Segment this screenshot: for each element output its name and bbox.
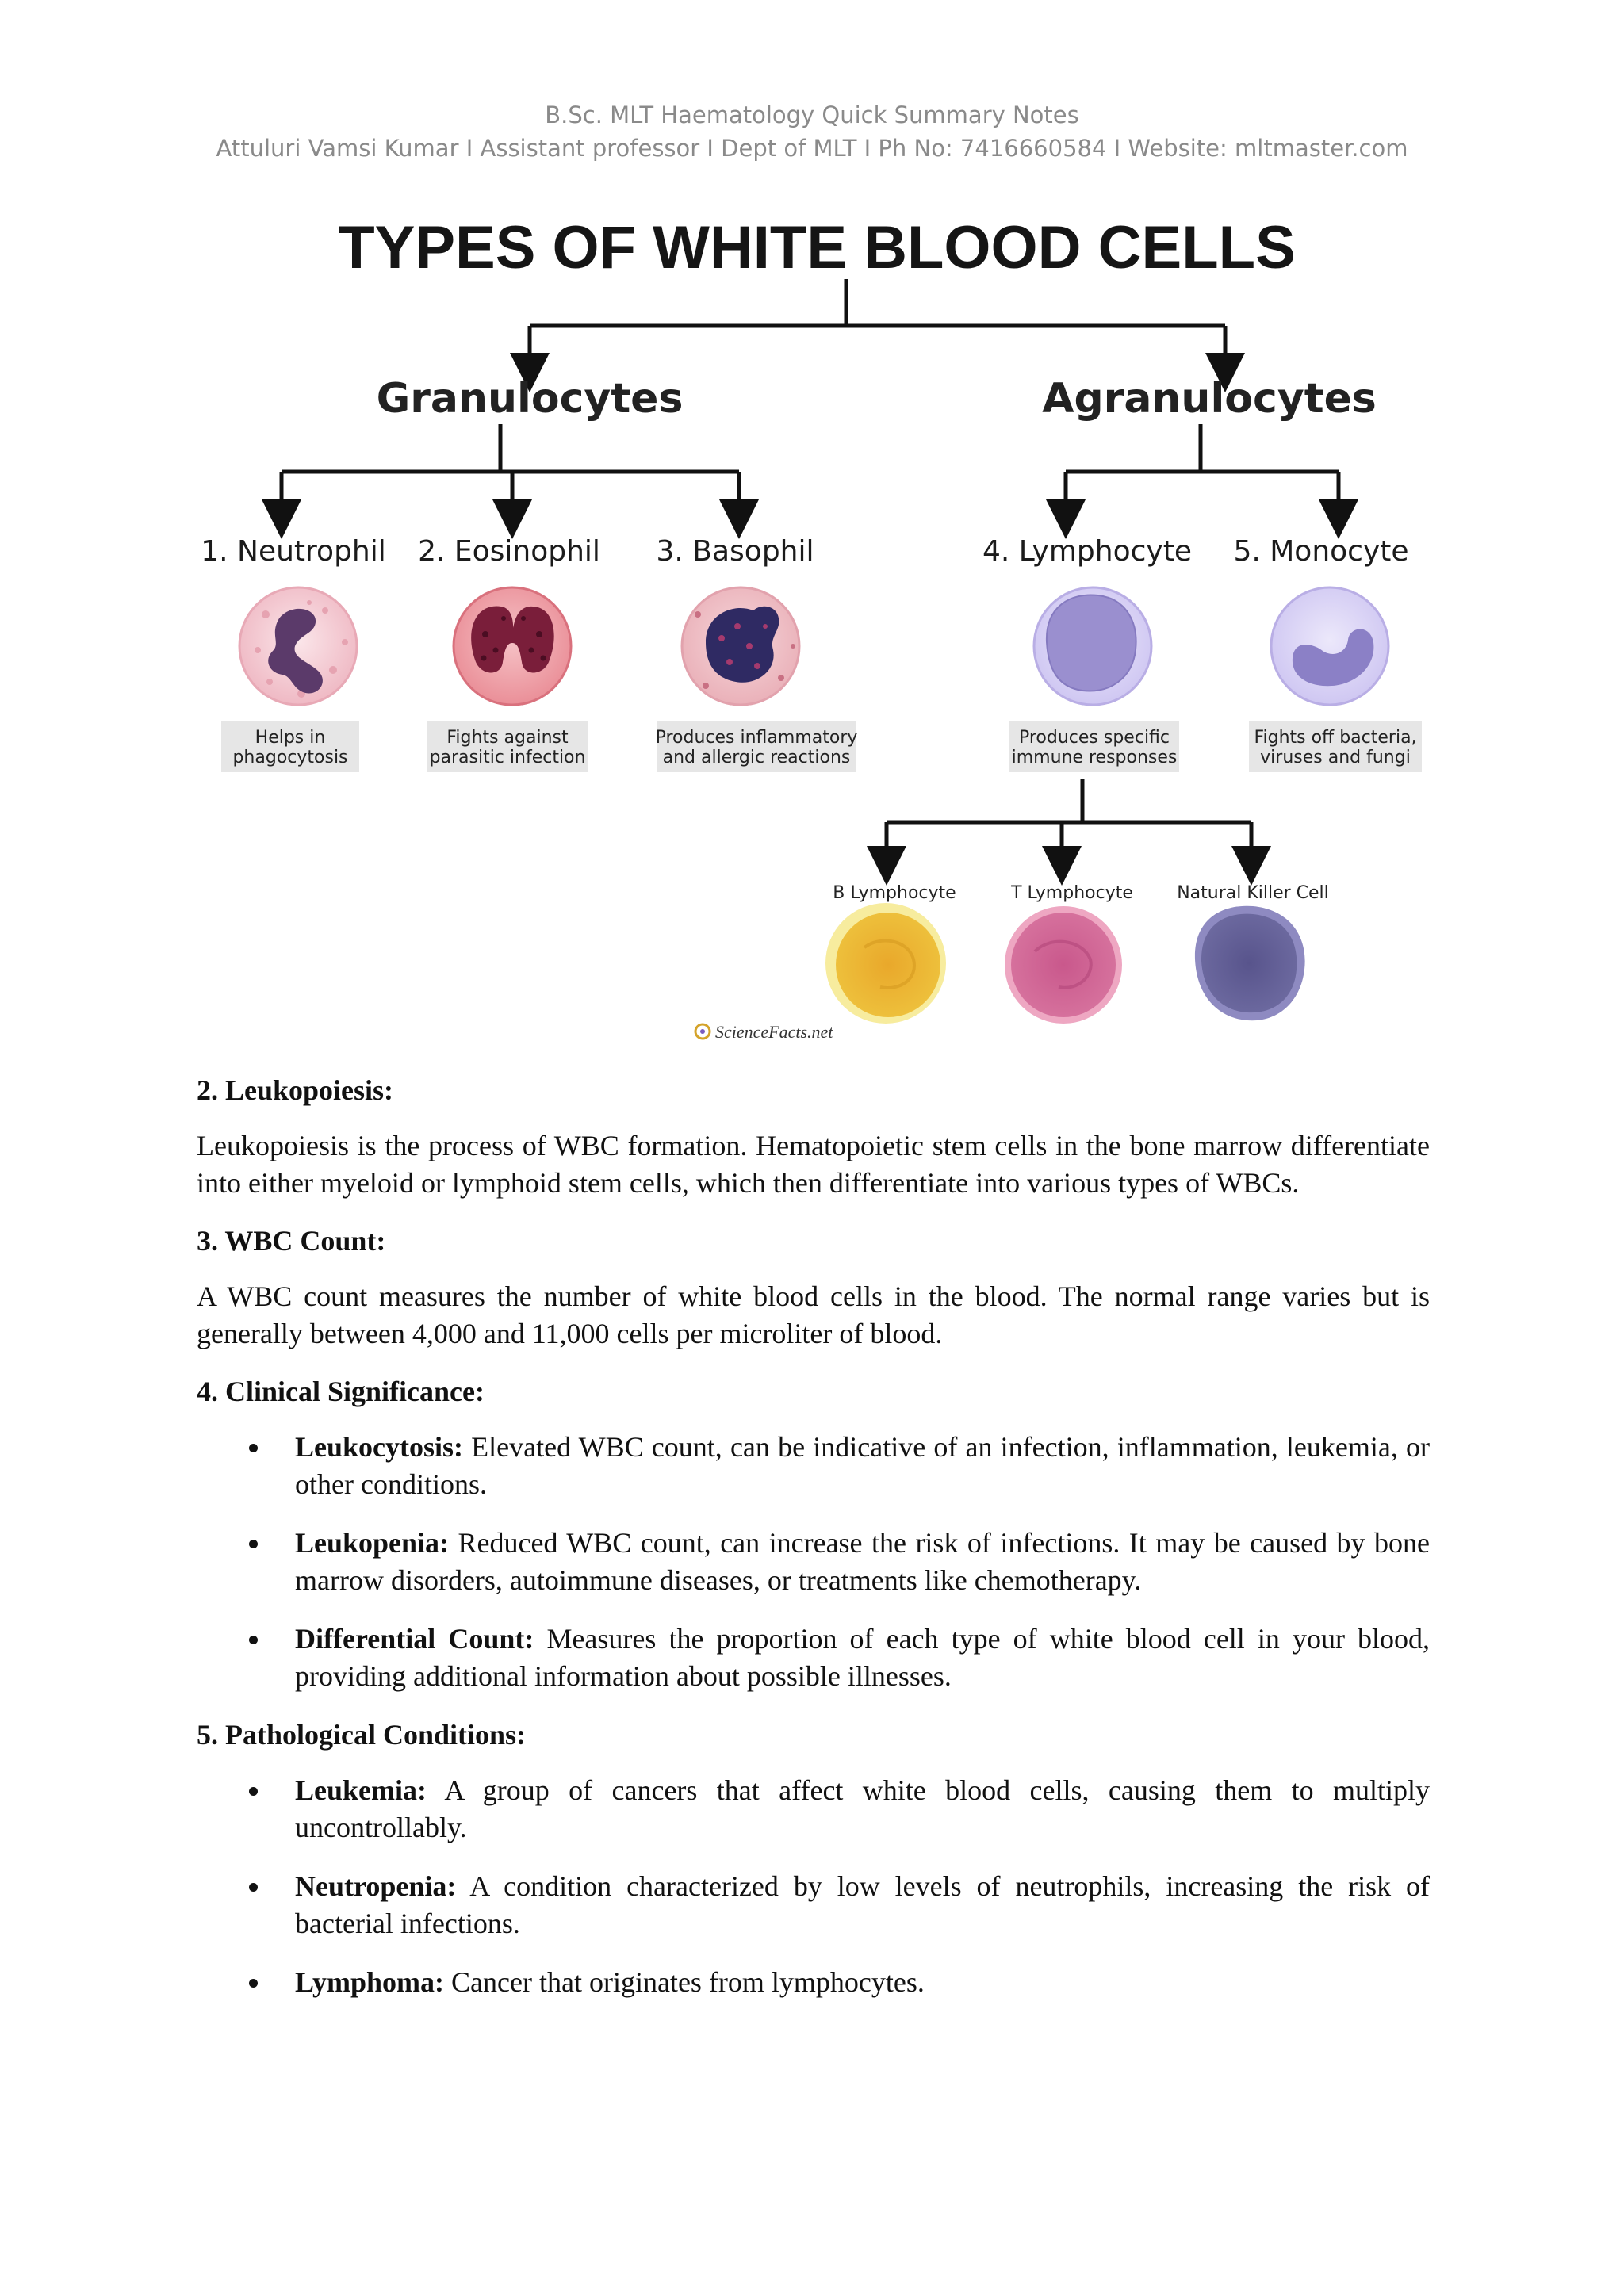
monocyte-cell-icon (1271, 587, 1388, 705)
term: Neutropenia: (295, 1870, 457, 1902)
pathological-conditions-list (197, 1772, 1430, 2001)
sciencefacts-logo (695, 1022, 833, 1042)
agranulocyte-branch-lines (1066, 424, 1339, 519)
nk-cell-label: Natural Killer Cell (1177, 883, 1329, 903)
lymphocyte-desc-line2: immune responses (1011, 748, 1178, 767)
cell-label-basophil: 3. Basophil (656, 535, 814, 568)
cell-label-neutrophil: 1. Neutrophil (201, 535, 386, 568)
term: Leukocytosis: (295, 1431, 464, 1463)
definition: Elevated WBC count, can be indicative of an infection, inflammation, leukemia, or other conditions. (295, 1431, 1430, 1500)
basophil-desc-line2: and allergic reactions (662, 748, 851, 767)
cell-label-lymphocyte: 4. Lymphocyte (982, 535, 1192, 568)
wbc-count-heading: 3. WBC Count: (197, 1225, 386, 1257)
bullet-icon (249, 1540, 258, 1548)
watermark-text: ScienceFacts.net (715, 1022, 833, 1042)
term: Differential Count: (295, 1623, 534, 1655)
top-tree-lines (530, 279, 1225, 373)
definition: A condition characterized by low levels of neutrophils, increasing the risk of bacterial infections. (295, 1870, 1430, 1939)
notes-body (197, 1072, 1430, 2022)
list-item (197, 1868, 1430, 1942)
definition: Reduced WBC count, can increase the risk of infections. It may be caused by bone marrow disorders, autoimmune diseases, or treatments like chemotherapy. (295, 1527, 1430, 1596)
nk-cell-icon (1195, 906, 1305, 1021)
list-item (197, 1964, 1430, 2001)
neutrophil-desc-line1: Helps in (255, 728, 326, 748)
definition: Cancer that originates from lymphocytes. (444, 1966, 925, 1998)
lymphocyte-cell-icon (1034, 587, 1151, 705)
list-item (197, 1525, 1430, 1599)
term: Lymphoma: (295, 1966, 445, 1998)
eosinophil-cell-icon (454, 587, 571, 705)
list-item (197, 1429, 1430, 1503)
wbc-count-text: A WBC count measures the number of white blood cells in the blood. The normal range varies but is generally between 4,000 and 11,000 cells per microliter of blood. (197, 1280, 1430, 1349)
list-item (197, 1772, 1430, 1846)
header-author-line: Attuluri Vamsi Kumar I Assistant professor I Dept of MLT I Ph No: 7416660584 I Website: mltmaster.com (216, 135, 1408, 162)
leukopoiesis-heading: 2. Leukopoiesis: (197, 1074, 394, 1106)
basophil-cell-icon (682, 587, 799, 705)
bullet-icon (249, 1787, 258, 1796)
infographic-title: TYPES OF WHITE BLOOD CELLS (338, 214, 1296, 281)
neutrophil-cell-icon (239, 587, 357, 705)
list-item (197, 1621, 1430, 1695)
leukopoiesis-text: Leukopoiesis is the process of WBC formation. Hematopoietic stem cells in the bone marrow differentiate into either myeloid or lymphoid stem cells, which then differentiate into various types of WBCs. (197, 1130, 1430, 1199)
monocyte-desc-line2: viruses and fungi (1260, 748, 1411, 767)
bullet-icon (249, 1444, 258, 1452)
clinical-significance-heading: 4. Clinical Significance: (197, 1376, 485, 1407)
t-lymphocyte-label: T Lymphocyte (1011, 883, 1133, 903)
definition: Measures the proportion of each type of white blood cell in your blood, providing additional information about possible illnesses. (295, 1623, 1431, 1692)
lymphocyte-subtypes-lines (887, 779, 1251, 866)
cell-label-eosinophil: 2. Eosinophil (418, 535, 600, 568)
term: Leukemia: (295, 1774, 427, 1806)
basophil-desc-line1: Produces inflammatory (655, 728, 858, 748)
t-lymphocyte-cell-icon (1005, 906, 1122, 1024)
pathological-conditions-heading: 5. Pathological Conditions: (197, 1719, 527, 1751)
b-lymphocyte-label: B Lymphocyte (833, 883, 956, 903)
neutrophil-desc-line2: phagocytosis (232, 748, 348, 767)
cell-descriptions (221, 721, 1422, 772)
bullet-icon (249, 1883, 258, 1892)
eosinophil-desc-line1: Fights against (446, 728, 569, 748)
monocyte-desc-line1: Fights off bacteria, (1254, 728, 1417, 748)
granulocyte-branch-lines (282, 424, 739, 519)
page-header (0, 98, 1624, 165)
cell-label-monocyte: 5. Monocyte (1233, 535, 1409, 568)
definition: A group of cancers that affect white blood cells, causing them to multiply uncontrollably. (295, 1774, 1430, 1843)
clinical-significance-list (197, 1429, 1430, 1695)
header-title: B.Sc. MLT Haematology Quick Summary Notes (545, 101, 1079, 128)
bullet-icon (249, 1979, 258, 1988)
bullet-icon (249, 1636, 258, 1644)
lymphocyte-desc-line1: Produces specific (1018, 728, 1170, 748)
eosinophil-desc-line2: parasitic infection (429, 748, 586, 767)
group-agranulocytes: Agranulocytes (1042, 375, 1377, 423)
wbc-types-infographic (190, 202, 1443, 1062)
group-granulocytes: Granulocytes (376, 375, 684, 423)
term: Leukopenia: (295, 1527, 450, 1559)
b-lymphocyte-cell-icon (825, 903, 946, 1024)
